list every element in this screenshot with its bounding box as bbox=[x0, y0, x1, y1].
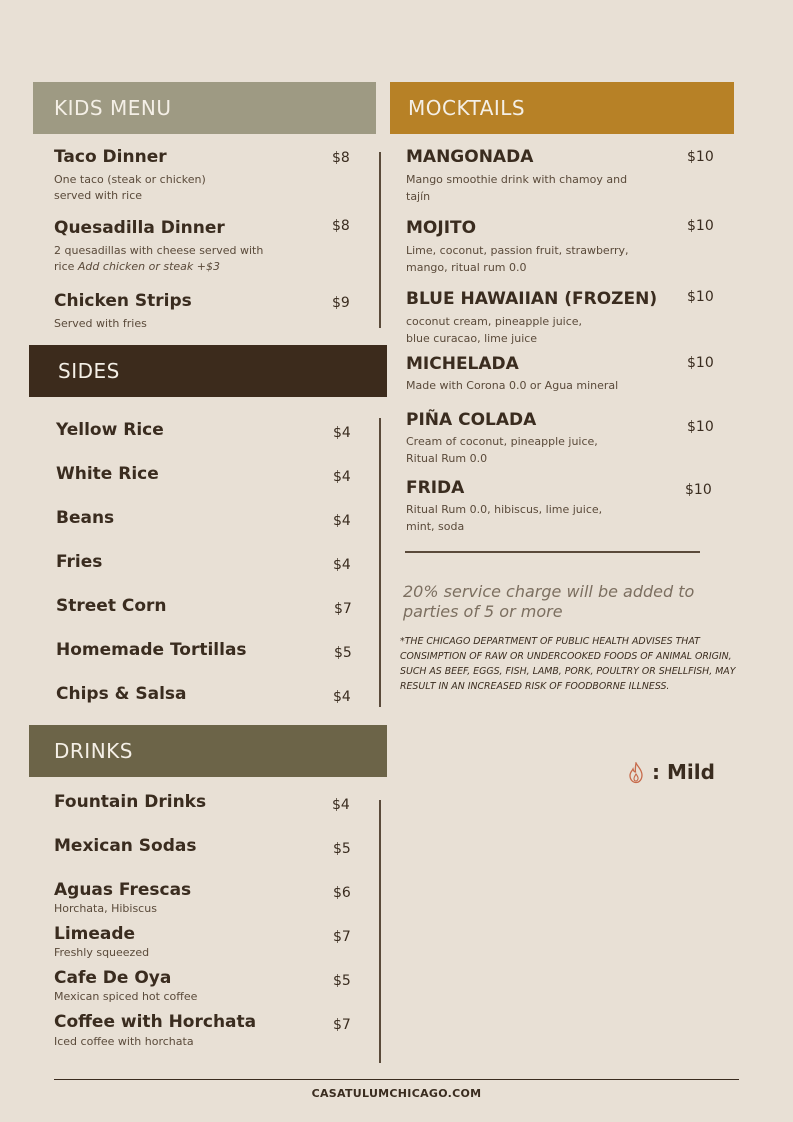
side-item-price: $4 bbox=[333, 557, 351, 573]
kids-item-price: $9 bbox=[332, 295, 350, 311]
sides-divider bbox=[379, 418, 381, 707]
kids-divider bbox=[379, 152, 381, 328]
mocktail-item-price: $10 bbox=[687, 149, 714, 165]
side-item-name: Chips & Salsa bbox=[56, 684, 187, 704]
drink-item-price: $5 bbox=[333, 841, 351, 857]
side-item-name: Homemade Tortillas bbox=[56, 640, 247, 660]
side-item-name: Yellow Rice bbox=[56, 420, 164, 440]
kids-item-name: Taco Dinner bbox=[54, 147, 167, 167]
footer-rule bbox=[54, 1079, 739, 1080]
drink-item-name: Limeade bbox=[54, 924, 136, 944]
side-item-price: $4 bbox=[333, 689, 351, 705]
mocktail-item-price: $10 bbox=[687, 355, 714, 371]
side-item-name: Beans bbox=[56, 508, 115, 528]
health-notice: *THE CHICAGO DEPARTMENT OF PUBLIC HEALTH ADVISES THAT CONSIMPTION OF RAW OR UNDERCOOKED FOODS OF ANIMAL ORIGIN, SUCH AS BEEF, EGGS, FISH, LAMB, PORK, POULTRY OR SHELLFISH, MAY RESULT IN AN INCREASED RISK OF FOODBORNE ILLNESS. bbox=[400, 636, 736, 692]
kids-item-desc-extra: Add chicken or steak +$3 bbox=[77, 260, 221, 273]
kids-item-name: Chicken Strips bbox=[54, 291, 192, 311]
drink-item-desc: Horchata, Hibiscus bbox=[54, 902, 157, 915]
mocktail-item-name: PIÑA COLADA bbox=[406, 410, 537, 430]
mocktail-item-name: BLUE HAWAIIAN (FROZEN) bbox=[406, 289, 658, 309]
drink-item-price: $4 bbox=[332, 797, 350, 813]
mocktail-item-desc: Lime, coconut, passion fruit, strawberry, mango, ritual rum 0.0 bbox=[406, 244, 629, 274]
side-item-price: $4 bbox=[333, 513, 351, 529]
mocktail-item-price: $10 bbox=[687, 289, 714, 305]
mocktails-title: MOCKTAILS bbox=[408, 96, 526, 120]
drink-item-name: Mexican Sodas bbox=[54, 836, 197, 856]
drinks-divider bbox=[379, 800, 381, 1063]
kids-item-desc: Served with fries bbox=[54, 317, 147, 330]
service-charge-note: 20% service charge will be added to parties of 5 or more bbox=[403, 582, 695, 621]
mocktails-header bbox=[390, 82, 734, 134]
sides-title: SIDES bbox=[58, 359, 120, 383]
mocktail-item-desc: Ritual Rum 0.0, hibiscus, lime juice, mint, soda bbox=[406, 503, 603, 533]
drinks-title: DRINKS bbox=[54, 739, 133, 763]
mocktail-item-desc: coconut cream, pineapple juice, blue curacao, lime juice bbox=[406, 315, 583, 345]
mocktail-item-desc: Cream of coconut, pineapple juice, Ritual Rum 0.0 bbox=[406, 435, 598, 465]
mocktail-item-price: $10 bbox=[685, 482, 712, 498]
sides-header bbox=[29, 345, 387, 397]
drink-item-name: Coffee with Horchata bbox=[54, 1012, 257, 1032]
drink-item-name: Cafe De Oya bbox=[54, 968, 172, 988]
drink-item-price: $5 bbox=[333, 973, 351, 989]
mocktail-item-name: MICHELADA bbox=[406, 354, 519, 374]
drink-item-name: Fountain Drinks bbox=[54, 792, 207, 812]
drink-item-desc: Mexican spiced hot coffee bbox=[54, 990, 198, 1003]
drink-item-name: Aguas Frescas bbox=[54, 880, 192, 900]
kids-item-desc bbox=[54, 243, 269, 275]
side-item-name: Street Corn bbox=[56, 596, 167, 616]
side-item-price: $5 bbox=[334, 645, 352, 661]
drink-item-price: $7 bbox=[333, 929, 351, 945]
drinks-header bbox=[29, 725, 387, 777]
drink-item-price: $7 bbox=[333, 1017, 351, 1033]
mocktails-divider bbox=[405, 551, 700, 553]
kids-item-desc: One taco (steak or chicken) served with rice bbox=[54, 173, 206, 202]
kids-item-desc-text: 2 quesadillas with cheese served with rice bbox=[54, 244, 264, 273]
drink-item-desc: Freshly squeezed bbox=[54, 946, 150, 959]
kids-menu-header bbox=[33, 82, 376, 134]
kids-item-price: $8 bbox=[332, 150, 350, 166]
kids-menu-title: KIDS MENU bbox=[54, 96, 172, 120]
side-item-name: Fries bbox=[56, 552, 103, 572]
kids-item-price: $8 bbox=[332, 218, 350, 234]
drink-item-desc: Iced coffee with horchata bbox=[54, 1035, 194, 1048]
flame-icon bbox=[626, 762, 646, 784]
side-item-price: $4 bbox=[333, 425, 351, 441]
mocktail-item-name: MANGONADA bbox=[406, 147, 534, 167]
drink-item-price: $6 bbox=[333, 885, 351, 901]
side-item-price: $4 bbox=[333, 469, 351, 485]
mocktail-item-desc: Made with Corona 0.0 or Agua mineral bbox=[406, 379, 619, 392]
side-item-price: $7 bbox=[334, 601, 352, 617]
mocktail-item-price: $10 bbox=[687, 419, 714, 435]
mocktail-item-name: FRIDA bbox=[406, 478, 465, 498]
spice-legend-label: : Mild bbox=[652, 760, 715, 784]
mocktail-item-name: MOJITO bbox=[406, 218, 477, 238]
mocktail-item-price: $10 bbox=[687, 218, 714, 234]
footer-website: CASATULUMCHICAGO.COM bbox=[311, 1087, 482, 1100]
side-item-name: White Rice bbox=[56, 464, 159, 484]
kids-item-name: Quesadilla Dinner bbox=[54, 218, 225, 238]
mocktail-item-desc: Mango smoothie drink with chamoy and tajín bbox=[406, 173, 628, 203]
